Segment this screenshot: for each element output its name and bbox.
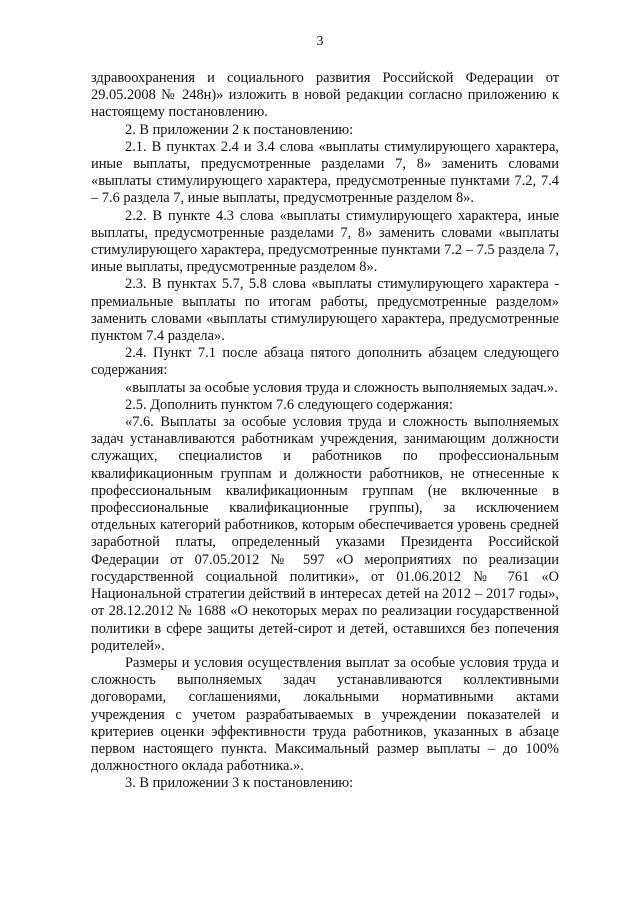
paragraph-item-2-2: 2.2. В пункте 4.3 слова «выплаты стимулирующего характера, иные выплаты, предусмотренные разделами 7, 8» заменить словами «выплаты стимулирующего характера, предусмотренные пунктами 7.2 – 7.5 раздела 7, иные выплаты, предусмотренные разделом 8». — [91, 207, 559, 276]
paragraph-item-2-5: 2.5. Дополнить пунктом 7.6 следующего содержания: — [125, 396, 453, 413]
paragraph-item-3: 3. В приложении 3 к постановлению: — [125, 775, 354, 792]
paragraph-item-2: 2. В приложении 2 к постановлению: — [125, 121, 354, 138]
paragraph-payment-sizes: Размеры и условия осуществления выплат за особые условия труда и сложность выполняемых задач устанавливаются коллективными договорами, соглашениями, локальными нормативными актами учреждения с учетом разрабатываемых в учреждении показателей и критериев оценки эффективности труда работников, указанных в абзаце первом настоящего пункта. Максимальный размер выплаты – до 100% должностного оклада работника.». — [91, 654, 559, 775]
paragraph-item-2-3: 2.3. В пунктах 5.7, 5.8 слова «выплаты стимулирующего характера - премиальные выплаты по итогам работы, предусмотренные разделом» заменить словами «выплаты стимулирующего характера, предусмотренные пунктом 7.4 раздела». — [91, 276, 559, 345]
document-body — [91, 70, 559, 793]
paragraph-quote-payments: «выплаты за особые условия труда и сложность выполняемых задач.». — [125, 379, 558, 396]
paragraph-item-7-6: «7.6. Выплаты за особые условия труда и сложность выполняемых задач устанавливаются работникам учреждения, занимающим должности служащих, специалистов и работников по профессиональным квалификационным группам и должности работников, не отнесенные к профессиональным квалификационным группам (не включенные в профессиональные квалификационные группы), за исключением отдельных категорий работников, которым обеспечивается уровень средней заработной платы, определенный указами Президента Российской Федерации от 07.05.2012 № 597 «О мероприятиях по реализации государственной социальной политики», от 01.06.2012 № 761 «О Национальной стратегии действий в интересах детей на 2012 – 2017 годы», от 28.12.2012 № 1688 «О некоторых мерах по реализации государственной политики в сфере защиты детей-сирот и детей, оставшихся без попечения родителей». — [91, 414, 559, 654]
paragraph-item-2-1: 2.1. В пунктах 2.4 и 3.4 слова «выплаты стимулирующего характера, иные выплаты, предусмотренные разделами 7, 8» заменить словами «выплаты стимулирующего характера, предусмотренные пунктами 7.2, 7.4 – 7.6 раздела 7, иные выплаты, предусмотренные разделом 8». — [91, 138, 559, 207]
paragraph-item-2-4: 2.4. Пункт 7.1 после абзаца пятого дополнить абзацем следующего содержания: — [91, 345, 559, 379]
page-number: 3 — [316, 34, 324, 49]
paragraph-continuation: здравоохранения и социального развития Российской Федерации от 29.05.2008 № 248н)» изложить в новой редакции согласно приложению к настоящему постановлению. — [91, 70, 559, 121]
